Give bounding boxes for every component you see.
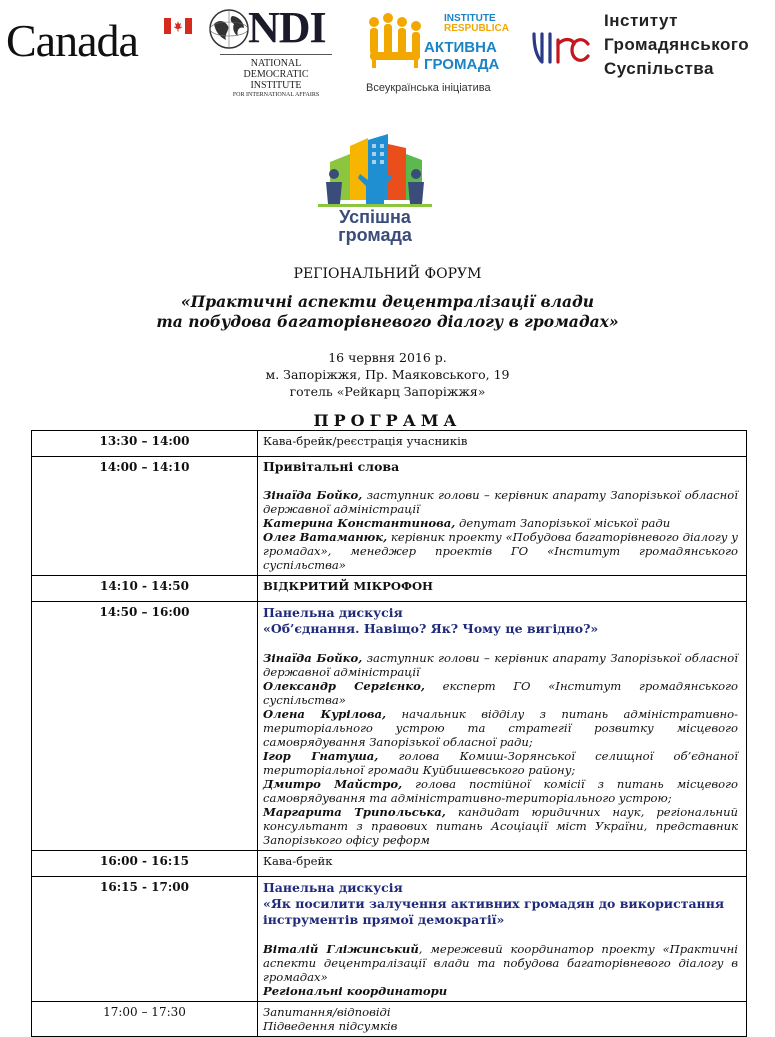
table-row (32, 877, 747, 1002)
program-table (31, 430, 747, 1037)
forum-title-line-2: та побудова багаторівневого діалогу в громадах» (156, 312, 619, 331)
speaker-name: Дмитро Майстро, (263, 777, 403, 791)
speaker-role: голова Комиш-Зорянської селищної об’єднаної територіальної громади Куйбишевського району; (263, 749, 738, 777)
speaker-entry (263, 707, 738, 749)
description-cell (258, 602, 747, 851)
time-cell: 17:00 – 17:30 (32, 1002, 258, 1037)
time-cell: 13:30 – 14:00 (32, 431, 258, 457)
speaker-name: Олег Ватаманюк, (263, 530, 388, 544)
speaker-name: Зінаїда Бойко, (263, 651, 363, 665)
table-row (32, 602, 747, 851)
speaker-role: керівник проекту «Побудова багаторівневого діалогу у громадах», менеджер проектів ГО «Інститут громадянського суспільства» (263, 530, 738, 572)
event-details (0, 349, 775, 400)
ndi-line-2: DEMOCRATIC (243, 69, 309, 80)
time-cell: 16:00 - 16:15 (32, 851, 258, 877)
table-row (32, 851, 747, 877)
city-people-icon (310, 134, 440, 210)
time-cell: 16:15 - 17:00 (32, 877, 258, 1002)
speaker-entry (263, 516, 738, 530)
ndi-logo (206, 4, 338, 108)
time-cell: 14:50 – 16:00 (32, 602, 258, 851)
community-label: ГРОМАДА (424, 56, 500, 73)
forum-title-line-1: «Практичні аспекти децентралізації влади (180, 292, 595, 311)
globe-icon (208, 8, 250, 50)
speaker-role: голова постійної комісії з питань місцевого самоврядування та адміністративно-територіального устрою; (263, 777, 738, 805)
speaker-entry (263, 749, 738, 777)
forum-title (0, 292, 775, 332)
table-row (32, 1002, 747, 1037)
ndi-line-3: INSTITUTE (250, 80, 302, 91)
table-row (32, 576, 747, 602)
speaker-role: заступник голови – керівник апарату Запорізької обласної державної адміністрації (263, 651, 738, 679)
panel-label: Панельна дискусія (263, 605, 403, 620)
speaker-name: Ігор Гнатуша, (263, 749, 379, 763)
igs-emblem-icon (528, 26, 592, 72)
ndi-line-4: FOR INTERNATIONAL AFFAIRS (232, 92, 320, 98)
panel-topic: «Як посилити залучення активних громадян до використання інструментів прямої демократії» (263, 896, 725, 927)
speaker-role: депутат Запорізької міської ради (455, 516, 671, 530)
canada-flag-icon (164, 18, 192, 34)
ndi-line-1: NATIONAL (250, 58, 302, 69)
institute-label: INSTITUTE (444, 13, 496, 24)
active-community-logo (364, 8, 510, 98)
speaker-role: експерт ГО «Інститут громадянського суспільства» (263, 679, 738, 707)
forum-heading: РЕГІОНАЛЬНИЙ ФОРУМ (293, 266, 482, 282)
time-cell: 14:00 – 14:10 (32, 457, 258, 576)
description-cell: Кава-брейк (258, 851, 747, 877)
speaker-name: Зінаїда Бойко, (263, 488, 363, 502)
event-date: 16 червня 2016 р. (328, 350, 447, 365)
table-row (32, 457, 747, 576)
description-cell (258, 1002, 747, 1037)
civil-society-institute-logo (526, 8, 774, 88)
speaker-entry (263, 777, 738, 805)
speaker-entry (263, 530, 738, 572)
speaker-name: Регіональні координатори (263, 984, 448, 998)
active-label: АКТИВНА (424, 39, 497, 56)
speaker-name: Маргарита Трипольська, (263, 805, 446, 819)
description-cell (258, 457, 747, 576)
ndi-subtitle (220, 58, 332, 99)
initiative-tagline: Всеукраїнська ініціатива (366, 82, 491, 94)
panel-label: Панельна дискусія (263, 880, 403, 895)
panel-topic: «Об’єднання. Навіщо? Як? Чому це вигідно?» (263, 621, 599, 636)
speaker-role: кандидат юридичних наук, регіональний консультант з правових питань Асоціації міст України, представник Запорізького офісу реформ (263, 805, 738, 847)
speaker-role: , мережевий координатор проекту «Практичні аспекти децентралізації влади та побудова багаторівневого діалогу в громадах» (263, 942, 738, 984)
speaker-entry (263, 984, 738, 998)
center-logo-line-2: громада (338, 225, 412, 245)
respublica-label: RESPUBLICA (444, 23, 510, 34)
description-cell: Кава-брейк/реєстрація учасників (258, 431, 747, 457)
closing-line-2: Підведення підсумків (263, 1019, 398, 1033)
speaker-name: Олександр Сергієнко, (263, 679, 425, 693)
description-cell: ВІДКРИТИЙ МІКРОФОН (258, 576, 747, 602)
speaker-entry (263, 488, 738, 516)
igs-line-3: Суспільства (604, 59, 714, 78)
canada-logo (6, 12, 192, 66)
program-heading: ПРОГРАМА (313, 411, 462, 430)
people-group-icon (366, 12, 426, 68)
igs-line-2: Громадянського (604, 35, 750, 54)
canada-wordmark: Canada (6, 15, 138, 66)
closing-line-1: Запитання/відповіді (263, 1005, 391, 1019)
time-cell: 14:10 - 14:50 (32, 576, 258, 602)
ndi-abbr: NDI (248, 3, 326, 52)
description-cell (258, 877, 747, 1002)
successful-community-logo (310, 134, 440, 252)
speaker-name: Віталій Гліжинський (263, 942, 419, 956)
table-row (32, 431, 747, 457)
event-address: м. Запоріжжя, Пр. Маяковського, 19 (265, 367, 510, 382)
speaker-entry (263, 805, 738, 847)
event-hotel: готель «Рейкарц Запоріжжя» (289, 384, 486, 399)
speaker-role: заступник голови – керівник апарату Запорізької обласної державної адміністрації (263, 488, 738, 516)
partner-logos (0, 0, 775, 110)
speaker-entry (263, 942, 738, 984)
speaker-role: начальник відділу з питань адміністративно-територіального устрою та стратегії розвитку місцевого самоврядування Запорізької обласної ради; (263, 707, 738, 749)
speaker-name: Олена Курілова, (263, 707, 387, 721)
igs-line-1: Інститут (604, 11, 678, 30)
ndi-divider (220, 54, 332, 55)
speaker-name: Катерина Константинова, (263, 516, 456, 530)
session-title: Привітальні слова (263, 459, 400, 474)
speaker-entry (263, 651, 738, 679)
center-logo-line-1: Успішна (339, 207, 411, 227)
speaker-entry (263, 679, 738, 707)
